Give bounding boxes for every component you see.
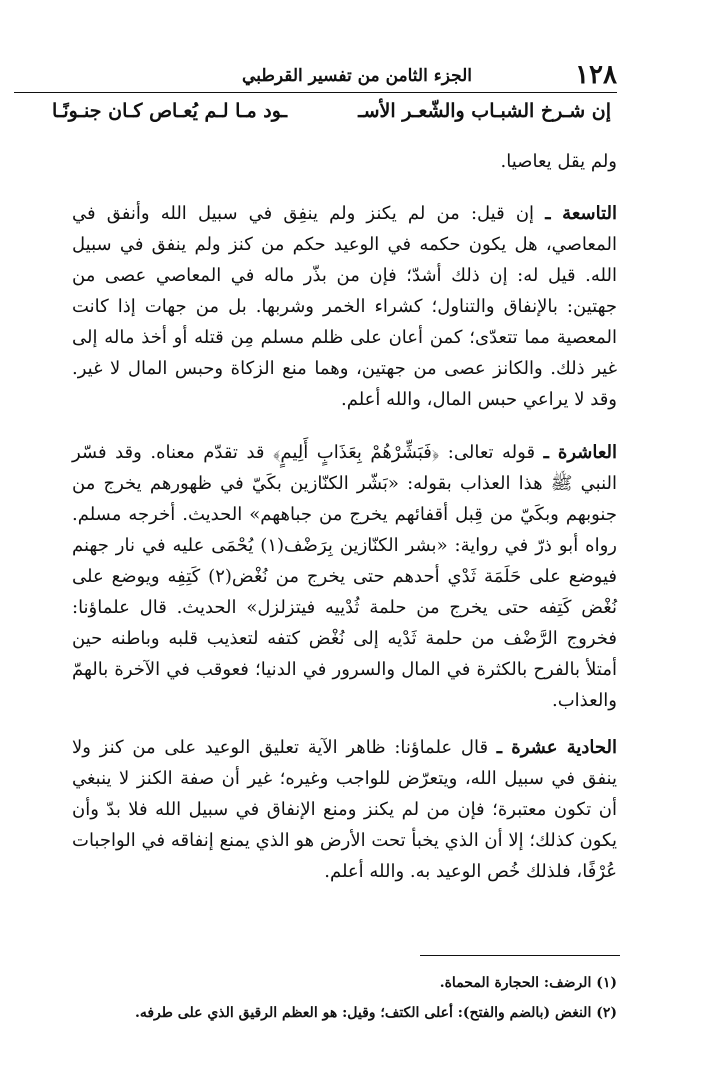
verse-second-hemistich: ـود مـا لـم يُعـاص كـان جنـونًـا — [52, 100, 288, 122]
footnote-divider — [420, 955, 620, 956]
footnotes — [80, 968, 617, 1028]
paragraph-text: ولم يقل يعاصيا. — [500, 151, 617, 172]
paragraph-text: إن قيل: من لم يكنز ولم ينفِق في سبيل الله وأنفق في المعاصي، هل يكون حكمه في الوعيد حكم من كنز ولم ينفق في سبيل الله. قيل له: إن ذلك أشدّ؛ فإن من بذّر ماله في المعاصي عصى من جهتين: بالإنفاق والتناول؛ كشراء الخمر وشربها. بل من جهات إذا كانت المعصية مما تتعدّى؛ كمن أعان على ظلم مسلم مِن قتله أو أخذ ماله إلى غير ذلك. والكانز عصى من جهتين، وهما منع الزكاة وحبس المال لا غير. وقد لا يراعي حبس المال، والله أعلم. — [72, 203, 617, 410]
section-heading: العاشرة ـ — [543, 442, 617, 463]
paragraph-text: قوله تعالى: ﴿فَبَشِّرْهُمْ بِعَذَابٍ أَلِيمٍ﴾ قد تقدّم معناه. وقد فسّر النبي ﷺ هذا العذاب بقوله: «بَشّر الكنّازين بكَيّ في ظهورهم يخرج من جنوبهم وبكَيّ من قِبل أقفائهم يخرج من جباههم» الحديث. أخرجه مسلم. رواه أبو ذرّ في رواية: «بشر الكنّازين بِرَضْف(١) يُحْمَى عليه في نار جهنم فيوضع على حَلَمَة ثَدْي أحدهم حتى يخرج من نُغْض(٢) كَتِفِه ويوضع على نُغْض كَتِفه حتى يخرج من حلمة ثُدْييه فيتزلزل» الحديث. قال علماؤنا: فخروج الرَّضْف من حلمة ثَدْيه إلى نُغْض كتفه لتعذيب قلبه وباطنه حين أمتلأ بالفرح بالكثرة في المال والسرور في الدنيا؛ فعوقب في الآخرة بالهمّ والعذاب. — [72, 442, 618, 711]
footnote-2: (٢) النغض (بالضم والفتح): أعلى الكتف؛ وقيل: هو العظم الرقيق الذي على طرفه. — [134, 1005, 617, 1021]
footnote-1: (١) الرضف: الحجارة المحماة. — [439, 975, 617, 991]
section-tenth — [72, 437, 617, 716]
section-heading: التاسعة ـ — [545, 203, 617, 224]
section-eleventh — [72, 732, 617, 887]
verse-first-hemistich: إن شـرخ الشبـاب والشّعـر الأسـ — [358, 100, 611, 122]
section-ninth — [72, 198, 617, 415]
paragraph-text: قال علماؤنا: ظاهر الآية تعليق الوعيد على من كنز ولا ينفق في سبيل الله، ويتعرّض للواجب وغيره؛ غير أن صفة الكنز لا ينبغي أن تكون معتبرة؛ فإن من لم يكنز ومنع الإنفاق في سبيل الله فلا بدّ وأن يكون كذلك؛ إلا أن الذي يخبأ تحت الأرض هو الذي يمنع إنفاقه في الواجبات عُرْفًا، فلذلك خُص الوعيد به. والله أعلم. — [72, 737, 617, 882]
page-header — [14, 56, 617, 93]
paragraph-continuation — [72, 146, 617, 177]
running-title: الجزء الثامن من تفسير القرطبي — [242, 66, 472, 86]
page-number: ١٢٨ — [575, 60, 617, 90]
section-heading: الحادية عشرة ـ — [496, 737, 617, 758]
